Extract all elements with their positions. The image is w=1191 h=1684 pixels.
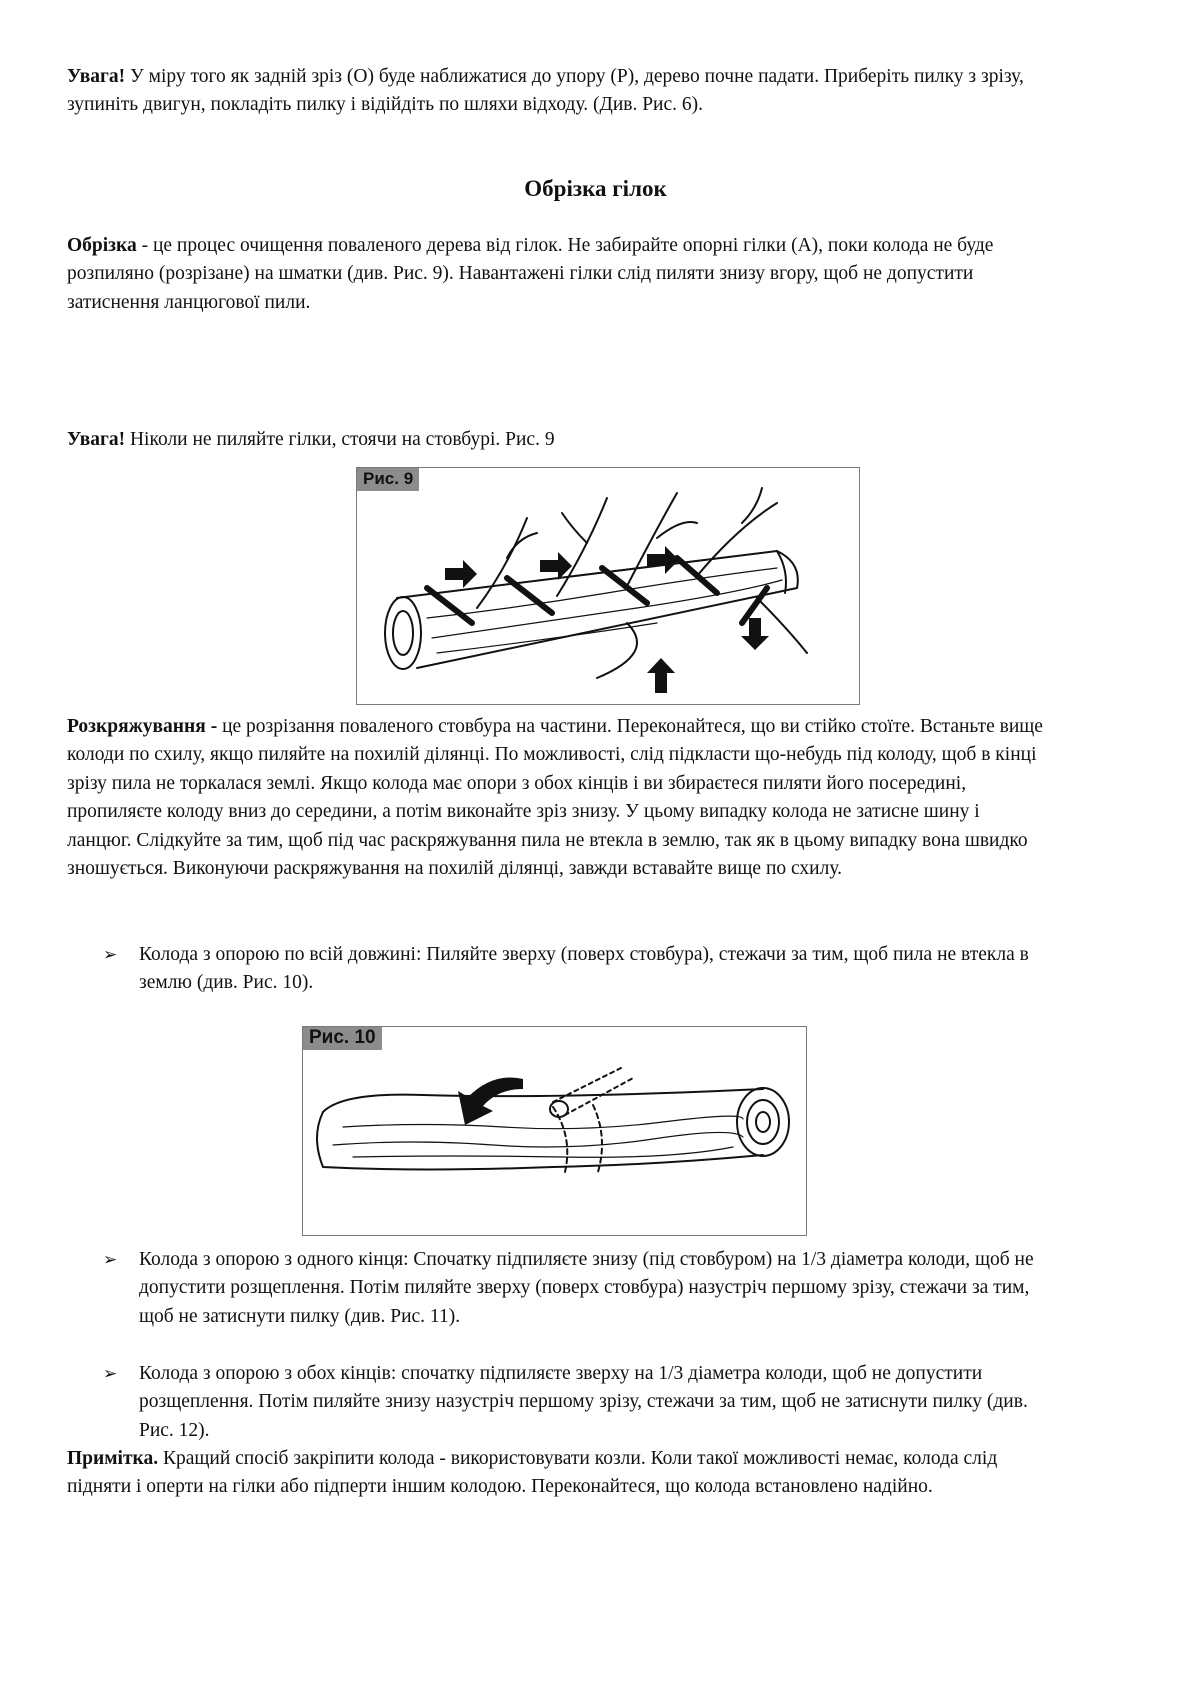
cut-direction-arrow bbox=[458, 1077, 523, 1125]
bullet-arrow-icon: ➢ bbox=[103, 1364, 118, 1383]
figure-9-label: Рис. 9 bbox=[357, 468, 419, 491]
trunk-warning-paragraph bbox=[67, 426, 1047, 454]
warning-text: У міру того як задній зріз (О) буде наближатися до упору (P), дерево почне падати. Приберіть пилку з зрізу, зупиніть двигун, покладіть пилку і відійдіть по шляхи відходу. (Див. Рис. 6). bbox=[67, 66, 1024, 116]
bucking-paragraph bbox=[67, 713, 1047, 883]
bullet-one-end-support bbox=[101, 1246, 1061, 1331]
log-top-edge bbox=[323, 1089, 763, 1112]
figure-9-illustration bbox=[357, 468, 860, 705]
bullet-arrow-icon: ➢ bbox=[103, 945, 118, 964]
note-text: Кращий спосіб закріпити колода - використовувати козли. Коли такої можливості немає, колода слід підняти і оперти на гілки або підперти іншим колодою. Переконайтеся, що колода встановлено надійно. bbox=[67, 1448, 998, 1498]
figure-10-illustration bbox=[303, 1027, 807, 1236]
trunk-warning-text: Ніколи не пиляйте гілки, стоячи на стовбурі. Рис. 9 bbox=[125, 429, 555, 450]
note-paragraph bbox=[67, 1445, 1047, 1502]
bullet-arrow-icon: ➢ bbox=[103, 1250, 118, 1269]
bucking-text: це розрізання поваленого стовбура на частини. Переконайтеся, що ви стійко стоїте. Встаньте вище колоди по схилу, якщо пиляйте на похилій ділянці. По можливості, слід підкласти що-небудь під колоду, щоб в кінці зрізу пила не торкалася землі. Якщо колода має опори з обох кінців і ви збираєтеся пиляти його посередині, пропиляєте колоду вниз до середини, а потім виконайте зріз знизу. У цьому випадку колода не затисне шину і ланцюг. Слідкуйте за тим, щоб під час раскряжування пила не втекла в землю, так як в цьому випадку вона швидко зношується. Виконуючи раскряжування на похилій ділянці, завжди вставайте вище по схилу. bbox=[67, 716, 1043, 880]
bucking-label: Розкряжування - bbox=[67, 716, 218, 737]
bullet-full-support bbox=[101, 941, 1061, 998]
section-title: Обрізка гілок bbox=[524, 176, 667, 201]
warning-label: Увага! bbox=[67, 66, 126, 87]
pruning-label: Обрізка bbox=[67, 235, 137, 256]
figure-10-label: Рис. 10 bbox=[303, 1027, 382, 1050]
direction-arrows bbox=[445, 546, 769, 693]
figure-10 bbox=[302, 1026, 807, 1236]
log-end bbox=[737, 1088, 789, 1156]
note-label: Примітка. bbox=[67, 1448, 159, 1469]
pruning-paragraph bbox=[67, 232, 1047, 317]
warning-paragraph bbox=[67, 63, 1047, 120]
trunk-warning-label: Увага! bbox=[67, 429, 126, 450]
figure-9 bbox=[356, 467, 860, 705]
log-end bbox=[385, 597, 421, 669]
bullet-text: Колода з опорою з одного кінця: Спочатку підпиляєте знизу (під стовбуром) на 1/3 діаметра колоди, щоб не допустити розщеплення. Потім пиляйте зверху (поверх стовбура) назустріч першому зрізу, стежачи за тим, щоб не затиснути пилку (див. Рис. 11). bbox=[139, 1249, 1034, 1327]
bullet-both-ends-support bbox=[101, 1360, 1061, 1445]
pruning-text: - це процес очищення поваленого дерева від гілок. Не забирайте опорні гілки (A), поки колода не буде розпиляно (розрізане) на шматки (див. Рис. 9). Навантажені гілки слід пиляти знизу вгору, щоб не допустити затиснення ланцюгової пили. bbox=[67, 235, 994, 313]
bullet-text: Колода з опорою з обох кінців: спочатку підпиляєте зверху на 1/3 діаметра колоди, щоб не допустити розщеплення. Потім пиляйте знизу назустріч першому зрізу, стежачи за тим, щоб не затиснути пилку (див. Рис. 12). bbox=[139, 1363, 1028, 1441]
log-bottom-edge bbox=[317, 1112, 763, 1170]
bullet-text: Колода з опорою по всій довжині: Пиляйте зверху (поверх стовбура), стежачи за тим, щоб пила не втекла в землю (див. Рис. 10). bbox=[139, 944, 1029, 994]
